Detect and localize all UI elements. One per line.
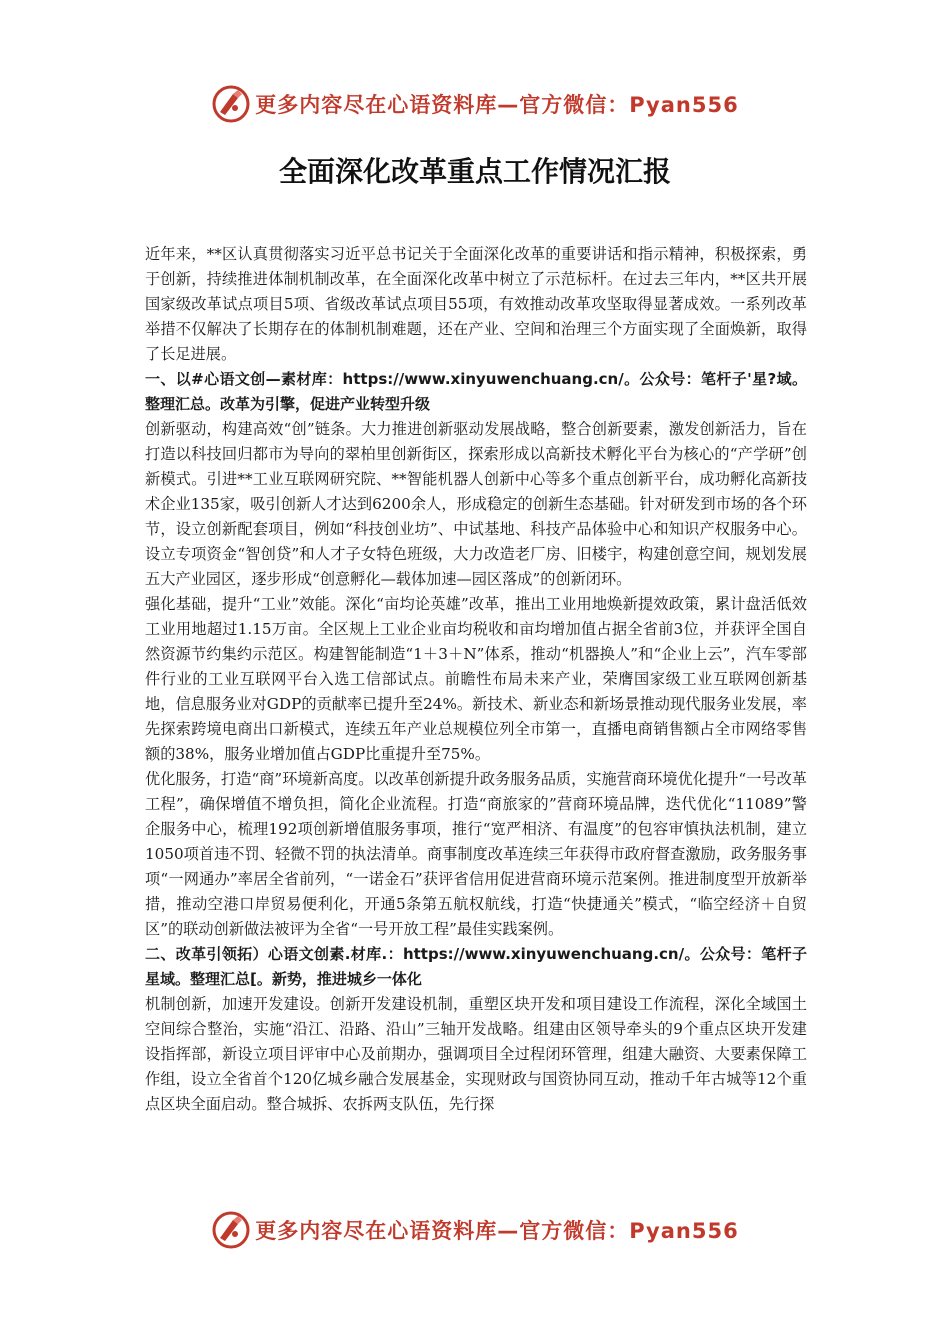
section-heading-1: 一、以#心语文创—素材库：https://www.xinyuwenchuang.cn/。公众号：笔杆子'星?域。整理汇总。改革为引擎，促进产业转型升级 (145, 370, 807, 413)
banner-text: 更多内容尽在心语资料库—官方微信：Pyan556 (255, 1219, 739, 1243)
paragraph-business-environment: 优化服务，打造“商”环境新高度。以改革创新提升政务服务品质，实施营商环境优化提升“一号改革工程”，确保增值不增负担，简化企业流程。打造“商旅家的”营商环境品牌，迭代优化“11089”警企服务中心，梳理192项创新增值服务事项，推行“宽严相济、有温度”的包容审慎执法机制，建立1050项首违不罚、轻微不罚的执法清单。商事制度改革连续三年获得市政府督查激励，政务服务事项“一网通办”率居全省前列，“一诺金石”获评省信用促进营商环境示范案例。推进制度型开放新举措，推动空港口岸贸易便利化，开通5条第五航权航线，打造“快捷通关”模式，“临空经济＋自贸区”的联动创新做法被评为全省“一号开放工程”最佳实践案例。 (145, 770, 807, 938)
footer-banner (0, 1208, 950, 1252)
paragraph-innovation: 创新驱动，构建高效“创”链条。大力推进创新驱动发展战略，整合创新要素，激发创新活力，旨在打造以科技回归都市为导向的翠柏里创新街区，探索形成以高新技术孵化平台为核心的“产学研”创新模式。引进**工业互联网研究院、**智能机器人创新中心等多个重点创新平台，成功孵化高新技术企业135家，吸引创新人才达到6200余人，形成稳定的创新生态基础。针对研发到市场的各个环节，设立创新配套项目，例如“科技创业坊”、中试基地、科技产品体验中心和知识产权服务中心。设立专项资金“智创贷”和人才子女特色班级，大力改造老厂房、旧楼宇，构建创意空间，规划发展五大产业园区，逐步形成“创意孵化—载体加速—园区落成”的创新闭环。 (145, 420, 807, 588)
logo-icon (211, 84, 251, 124)
logo-icon (211, 1210, 251, 1250)
paragraph-mechanism: 机制创新，加速开发建设。创新开发建设机制，重塑区块开发和项目建设工作流程，深化全域国土空间综合整治，实施“沿江、沿路、沿山”三轴开发战略。组建由区领导牵头的9个重点区块开发建设指挥部，新设立项目评审中心及前期办，强调项目全过程闭环管理，组建大融资、大要素保障工作组，设立全省首个120亿城乡融合发展基金，实现财政与国资协同互动，推动千年古城等12个重点区块全面启动。整合城拆、农拆两支队伍，先行探 (145, 995, 807, 1113)
banner-text: 更多内容尽在心语资料库—官方微信：Pyan556 (255, 93, 739, 117)
paragraph-intro: 近年来，**区认真贯彻落实习近平总书记关于全面深化改革的重要讲话和指示精神，积极探索，勇于创新，持续推进体制机制改革，在全面深化改革中树立了示范标杆。在过去三年内，**区共开展国家级改革试点项目5项、省级改革试点项目55项，有效推动改革攻坚取得显著成效。一系列改革举措不仅解决了长期存在的体制机制难题，还在产业、空间和治理三个方面实现了全面焕新，取得了长足进展。 (145, 245, 807, 363)
section-heading-2: 二、改革引领拓）心语文创素.材库.：https://www.xinyuwenchuang.cn/。公众号：笔杆子星域。整理汇总[。新势，推进城乡一体化 (145, 945, 807, 988)
document-body (145, 242, 807, 1117)
document-title: 全面深化改革重点工作情况汇报 (278, 155, 671, 188)
header-banner (0, 82, 950, 126)
paragraph-industry: 强化基础，提升“工业”效能。深化“亩均论英雄”改革，推出工业用地焕新提效政策，累计盘活低效工业用地超过1.15万亩。全区规上工业企业亩均税收和亩均增加值占据全省前3位，并获评全国自然资源节约集约示范区。构建智能制造“1＋3＋N”体系，推动“机器换人”和“企业上云”，汽车零部件行业的工业互联网平台入选工信部试点。前瞻性布局未来产业，荣膺国家级工业互联网创新基地，信息服务业对GDP的贡献率已提升至24%。新技术、新业态和新场景推动现代服务业发展，率先探索跨境电商出口新模式，连续五年产业总规模位列全市第一，直播电商销售额占全市网络零售额的38%，服务业增加值占GDP比重提升至75%。 (145, 595, 807, 763)
